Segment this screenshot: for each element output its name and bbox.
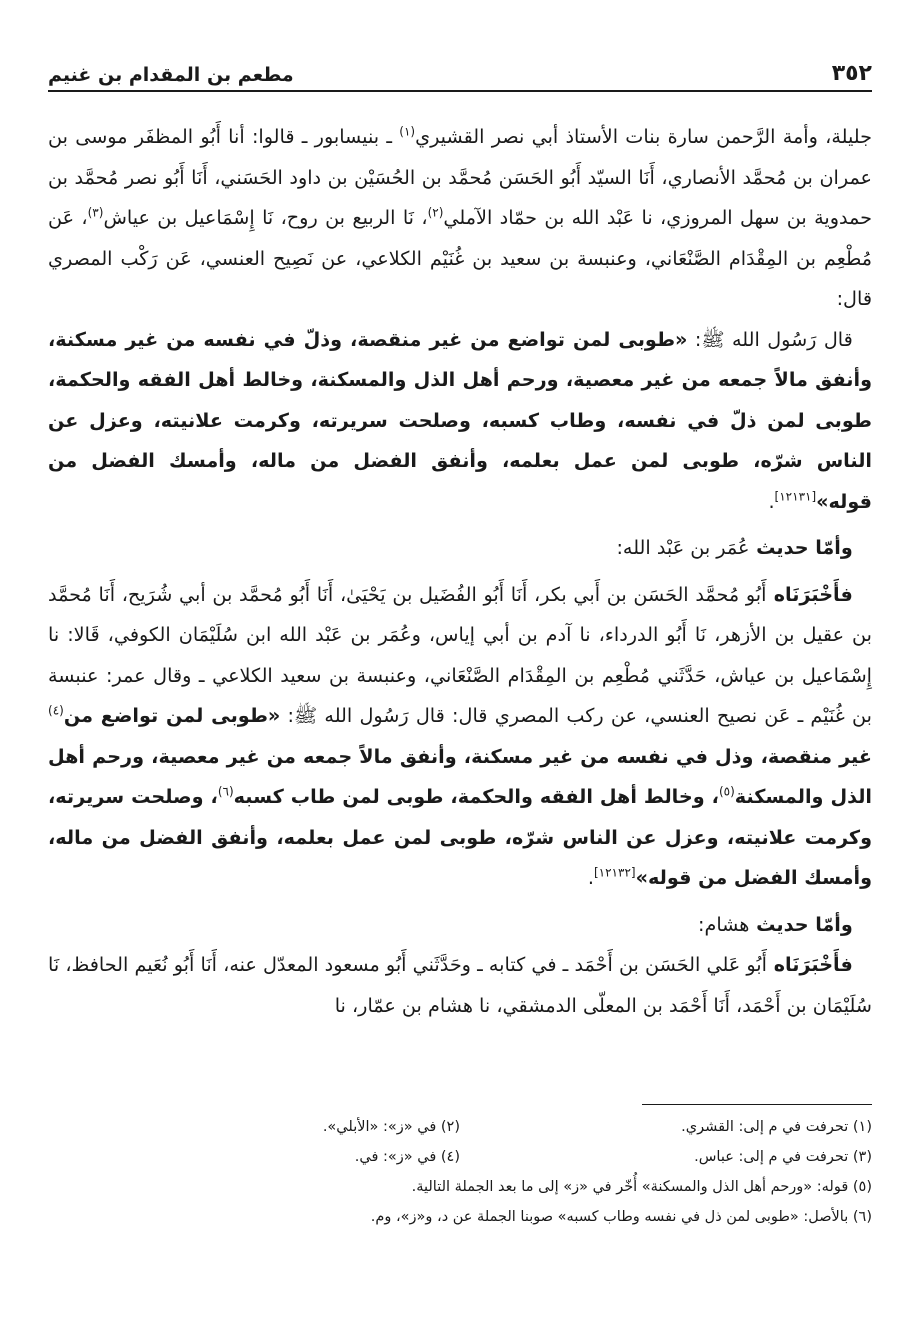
heading-text: عُمَر بن عَبْد الله: <box>616 536 750 559</box>
heading-bold: وأمّا حديث <box>749 536 853 559</box>
paragraph-isnad-2 <box>48 575 872 899</box>
paragraph-hadith-1 <box>48 320 872 523</box>
text-segment: أَبُو مُحمَّد الحَسَن بن أَبي بكر، أَنَا أَبُو الفُضَيل بن يَحْيَىٰ، أَنَا أَبُو مُحمَّد بن أبي شُرَيح، أَنَا مُحمَّد بن عقيل بن الأزهر، نَا أَبُو الدرداء، نا آدم بن أبي إياس، وعُمَر بن عَبْد الله ابن سُلَيْمَان الكوفي، قَالا: نا إِسْمَاعيل بن عياش، حَدَّثَني مُطْعِم بن المِقْدَام الصَّنْعَاني، وعنبسة بن سعيد الكلاعي ـ وقال عمر: عنبسة بن غُنَيْم ـ عَن نصيح العنسي، عن ركب المصري قال: قال رَسُول الله ﷺ: <box>48 582 872 727</box>
page-number: ٣٥٢ <box>831 61 872 86</box>
paragraph-isnad-3 <box>48 945 872 1026</box>
text-segment: ـ بنيسابور ـ قالوا: أنا أَبُو المظفَر موسى بن عمران بن مُحمَّد الأنصاري، أَنَا السيّد أَبُو الحَسَن مُحمَّد بن الحُسَيْن بن داود الحَسَني، أَنَا أَبُو نصر مُحمَّد بن حمدوية بن سهل المروزي، نا عَبْد الله بن حمّاد الآملي <box>48 125 873 229</box>
reference-number: [١٢١٣١] <box>774 489 817 504</box>
section-heading-umar <box>48 528 872 569</box>
reference-number: [١٢١٣٢] <box>593 865 636 880</box>
paragraph-isnad-1 <box>48 117 872 320</box>
footnote-2: (٢) في «ز»: «الأبلي». <box>322 1119 460 1135</box>
footnotes <box>48 1112 872 1232</box>
hadith-text: غير منقصة، وذل في نفسه من غير مسكنة، وأنفق مالاً جمعه من غير معصية، ورحم أهل الذل والمسكنة <box>48 744 873 808</box>
footnote-6: (٦) بالأصل: «طوبى لمن ذل في نفسه وطاب كسبه» صوبنا الجملة عن د، و«ز»، وم. <box>370 1209 872 1225</box>
heading-bold: وأمّا حديث <box>749 912 853 936</box>
hadith-text: «طوبى لمن تواضع من غير منقصة، وذلّ في نفسه من غير مسكنة، وأنفق مالاً جمعه من غير معصية، ورحم أهل الذل والمسكنة، وخالط أهل الفقه والحكمة، طوبى لمن ذلّ في نفسه، وطاب كسبه، وصلحت سريرته، وكرمت علانيته، وعزل عن الناس شرّه، طوبى لمن عمل بعلمه، وأنفق الفضل من ماله، وأمسك الفضل من قوله» <box>48 327 872 513</box>
hadith-text: ، وصلحت سريرته، وكرمت علانيته، وعزل عن الناس شرّه، طوبى لمن عمل بعلمه، وأنفق الفضل من ماله، وأمسك الفضل من قوله» <box>48 785 872 889</box>
footnote-row <box>48 1142 872 1172</box>
footnote-4: (٤) في «ز»: في. <box>354 1149 460 1165</box>
footnote-row <box>48 1112 872 1142</box>
footnote-marker: (٤) <box>48 703 64 718</box>
text-segment: . <box>587 866 594 889</box>
footnote-marker: (٣) <box>87 205 104 220</box>
heading-text: هشام: <box>697 912 750 936</box>
footnote-1: (١) تحرفت في م إلى: القشري. <box>681 1119 872 1135</box>
lead-word: فأَخْبَرَنَاه <box>766 582 853 606</box>
running-title: مطعم بن المقدام بن غنيم <box>48 64 294 86</box>
footnote-3: (٣) تحرفت في م إلى: عباس. <box>694 1149 872 1165</box>
body-text <box>48 117 872 1026</box>
text-segment: . <box>768 489 775 513</box>
text-segment: ، نَا الربيع بن روح، نَا إِسْمَاعيل بن عياش <box>103 206 428 229</box>
section-heading-hisham <box>48 905 872 946</box>
footnote-marker: (٢) <box>427 205 444 220</box>
text-segment: أَبُو عَلي الحَسَن بن أَحْمَد ـ في كتابه ـ وحَدَّثَني أَبُو مسعود المعدّل عنه، أَنَا أَبُو نُعَيم الحافظ، نَا سُلَيْمَان بن أَحْمَد، أَنَا أَحْمَد بن المعلّى الدمشقي، نا هشام بن عمّار، نا <box>48 953 872 1017</box>
footnote-5: (٥) قوله: «ورحم أهل الذل والمسكنة» أُخّر في «ز» إلى ما بعد الجملة التالية. <box>411 1179 872 1195</box>
text-segment: قال رَسُول الله ﷺ: <box>687 327 853 351</box>
text-segment: جليلة، وأمة الرَّحمن سارة بنات الأستاذ أبي نصر القشيري <box>415 125 872 148</box>
hadith-text: «طوبى لمن تواضع من <box>63 704 281 727</box>
page-header <box>48 50 872 92</box>
hadith-text: ، وخالط أهل الفقه والحكمة، طوبى لمن طاب كسبه <box>233 785 719 808</box>
footnote-marker: (١) <box>399 124 416 139</box>
footnote-separator <box>642 1104 872 1105</box>
footnote-marker: (٥) <box>718 784 735 799</box>
lead-word: فأَخْبَرَنَاه <box>766 953 853 976</box>
text-segment: ، عَن مُطْعِم بن المِقْدَام الصَّنْعَاني، وعنبسة بن سعيد بن غُنَيْم الكلاعي، عن نَصِيح العنسي، عَن رَكْب المصري قال: <box>48 206 872 310</box>
footnote-marker: (٦) <box>217 784 234 799</box>
